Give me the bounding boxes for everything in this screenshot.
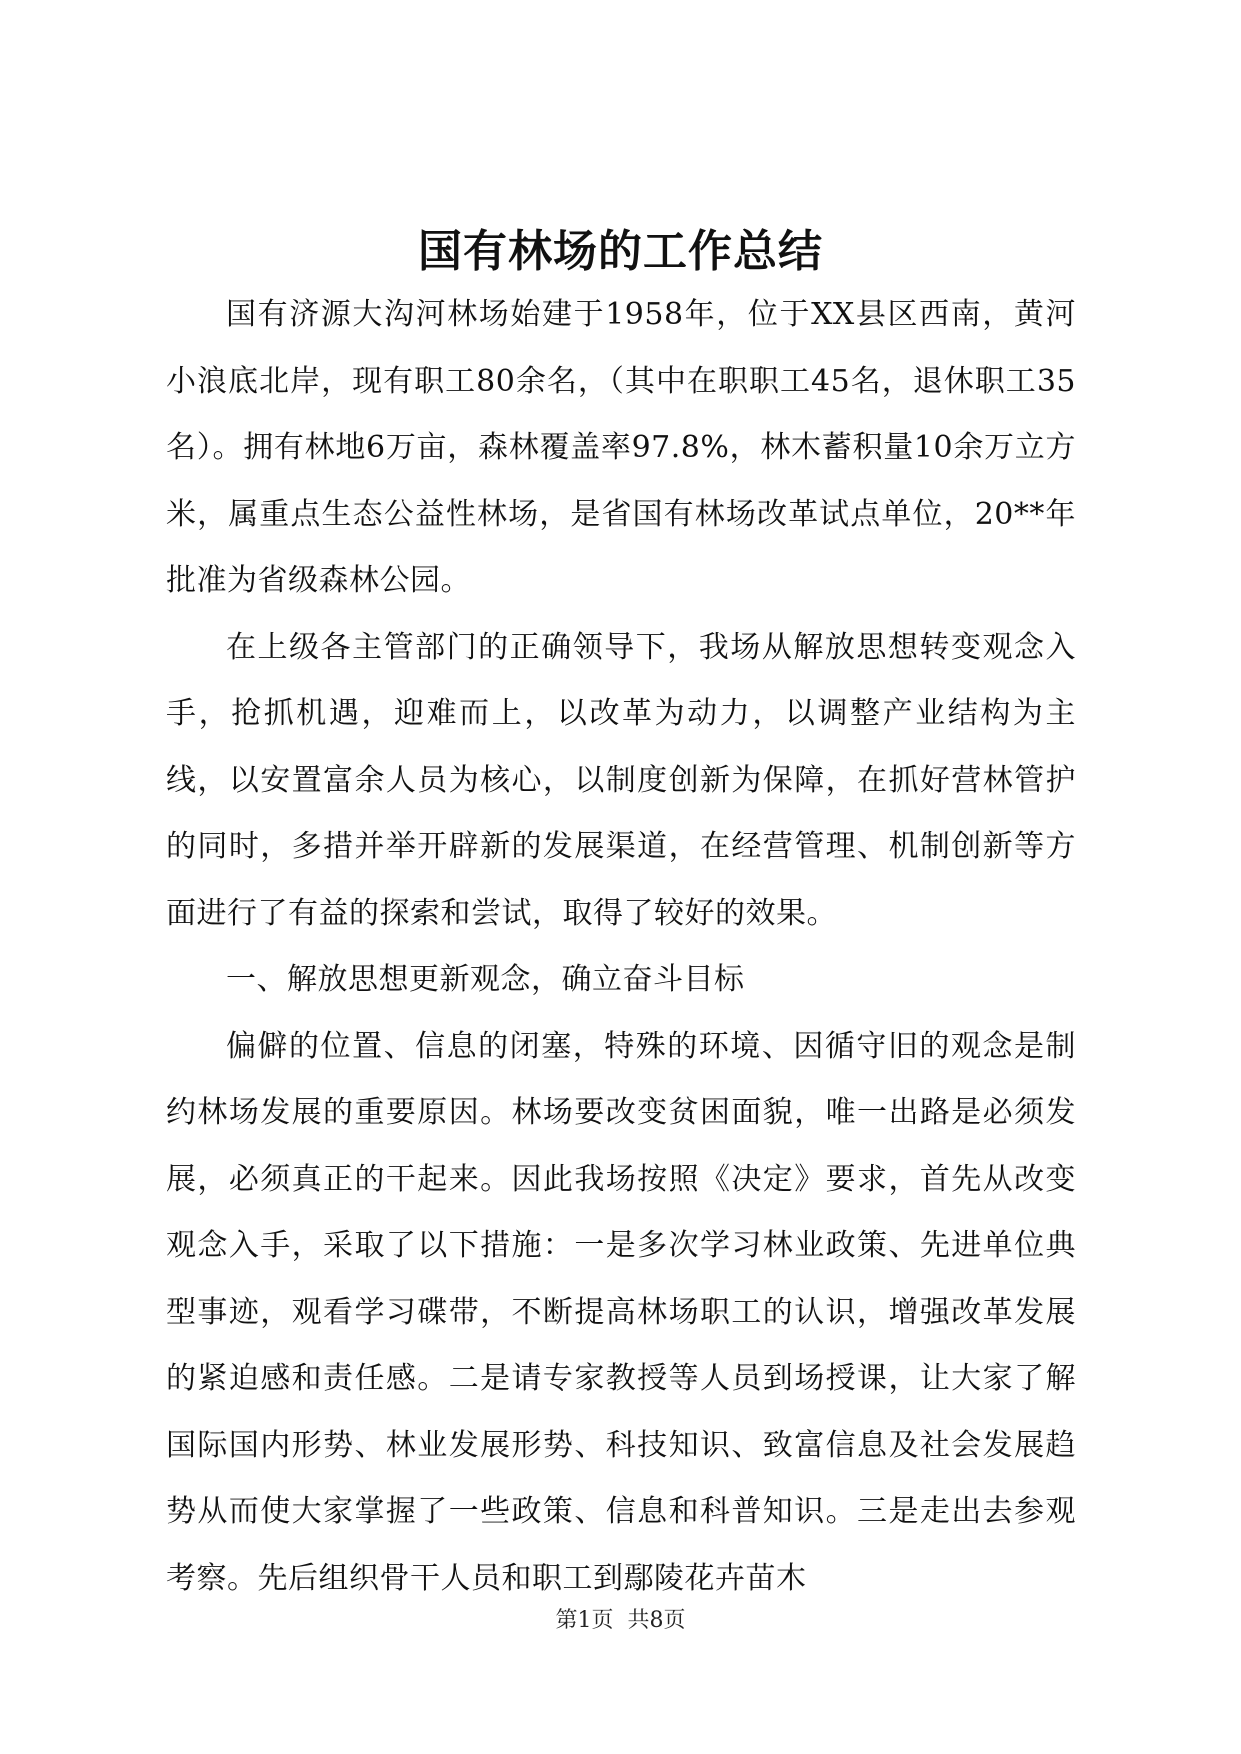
page-total: 共8页 xyxy=(627,1608,686,1633)
section-heading-1: 一、解放思想更新观念，确立奋斗目标 xyxy=(226,962,745,997)
document-body xyxy=(166,282,1076,1612)
paragraph-intro: 国有济源大沟河林场始建于1958年，位于XX县区西南，黄河小浪底北岸，现有职工80余名，（其中在职职工45名，退休职工35名）。拥有林地6万亩，森林覆盖率97.8%，林木蓄积量10余万立方米，属重点生态公益性林场，是省国有林场改革试点单位，20**年批准为省级森林公园。 xyxy=(166,297,1076,598)
page-number: 第1页 xyxy=(555,1608,614,1633)
page-footer xyxy=(0,1606,1241,1636)
paragraph-measures: 偏僻的位置、信息的闭塞，特殊的环境、因循守旧的观念是制约林场发展的重要原因。林场要改变贫困面貌，唯一出路是必须发展，必须真正的干起来。因此我场按照《决定》要求，首先从改变观念入手，采取了以下措施：一是多次学习林业政策、先进单位典型事迹，观看学习碟带，不断提高林场职工的认识，增强改革发展的紧迫感和责任感。二是请专家教授等人员到场授课，让大家了解国际国内形势、林业发展形势、科技知识、致富信息及社会发展趋势从而使大家掌握了一些政策、信息和科普知识。三是走出去参观考察。先后组织骨干人员和职工到鄢陵花卉苗木 xyxy=(166,1028,1076,1596)
paragraph-leadership: 在上级各主管部门的正确领导下，我场从解放思想转变观念入手，抢抓机遇，迎难而上，以改革为动力，以调整产业结构为主线，以安置富余人员为核心，以制度创新为保障，在抓好营林管护的同时，多措并举开辟新的发展渠道，在经营管理、机制创新等方面进行了有益的探索和尝试，取得了较好的效果。 xyxy=(166,629,1076,931)
document-title: 国有林场的工作总结 xyxy=(418,226,823,277)
